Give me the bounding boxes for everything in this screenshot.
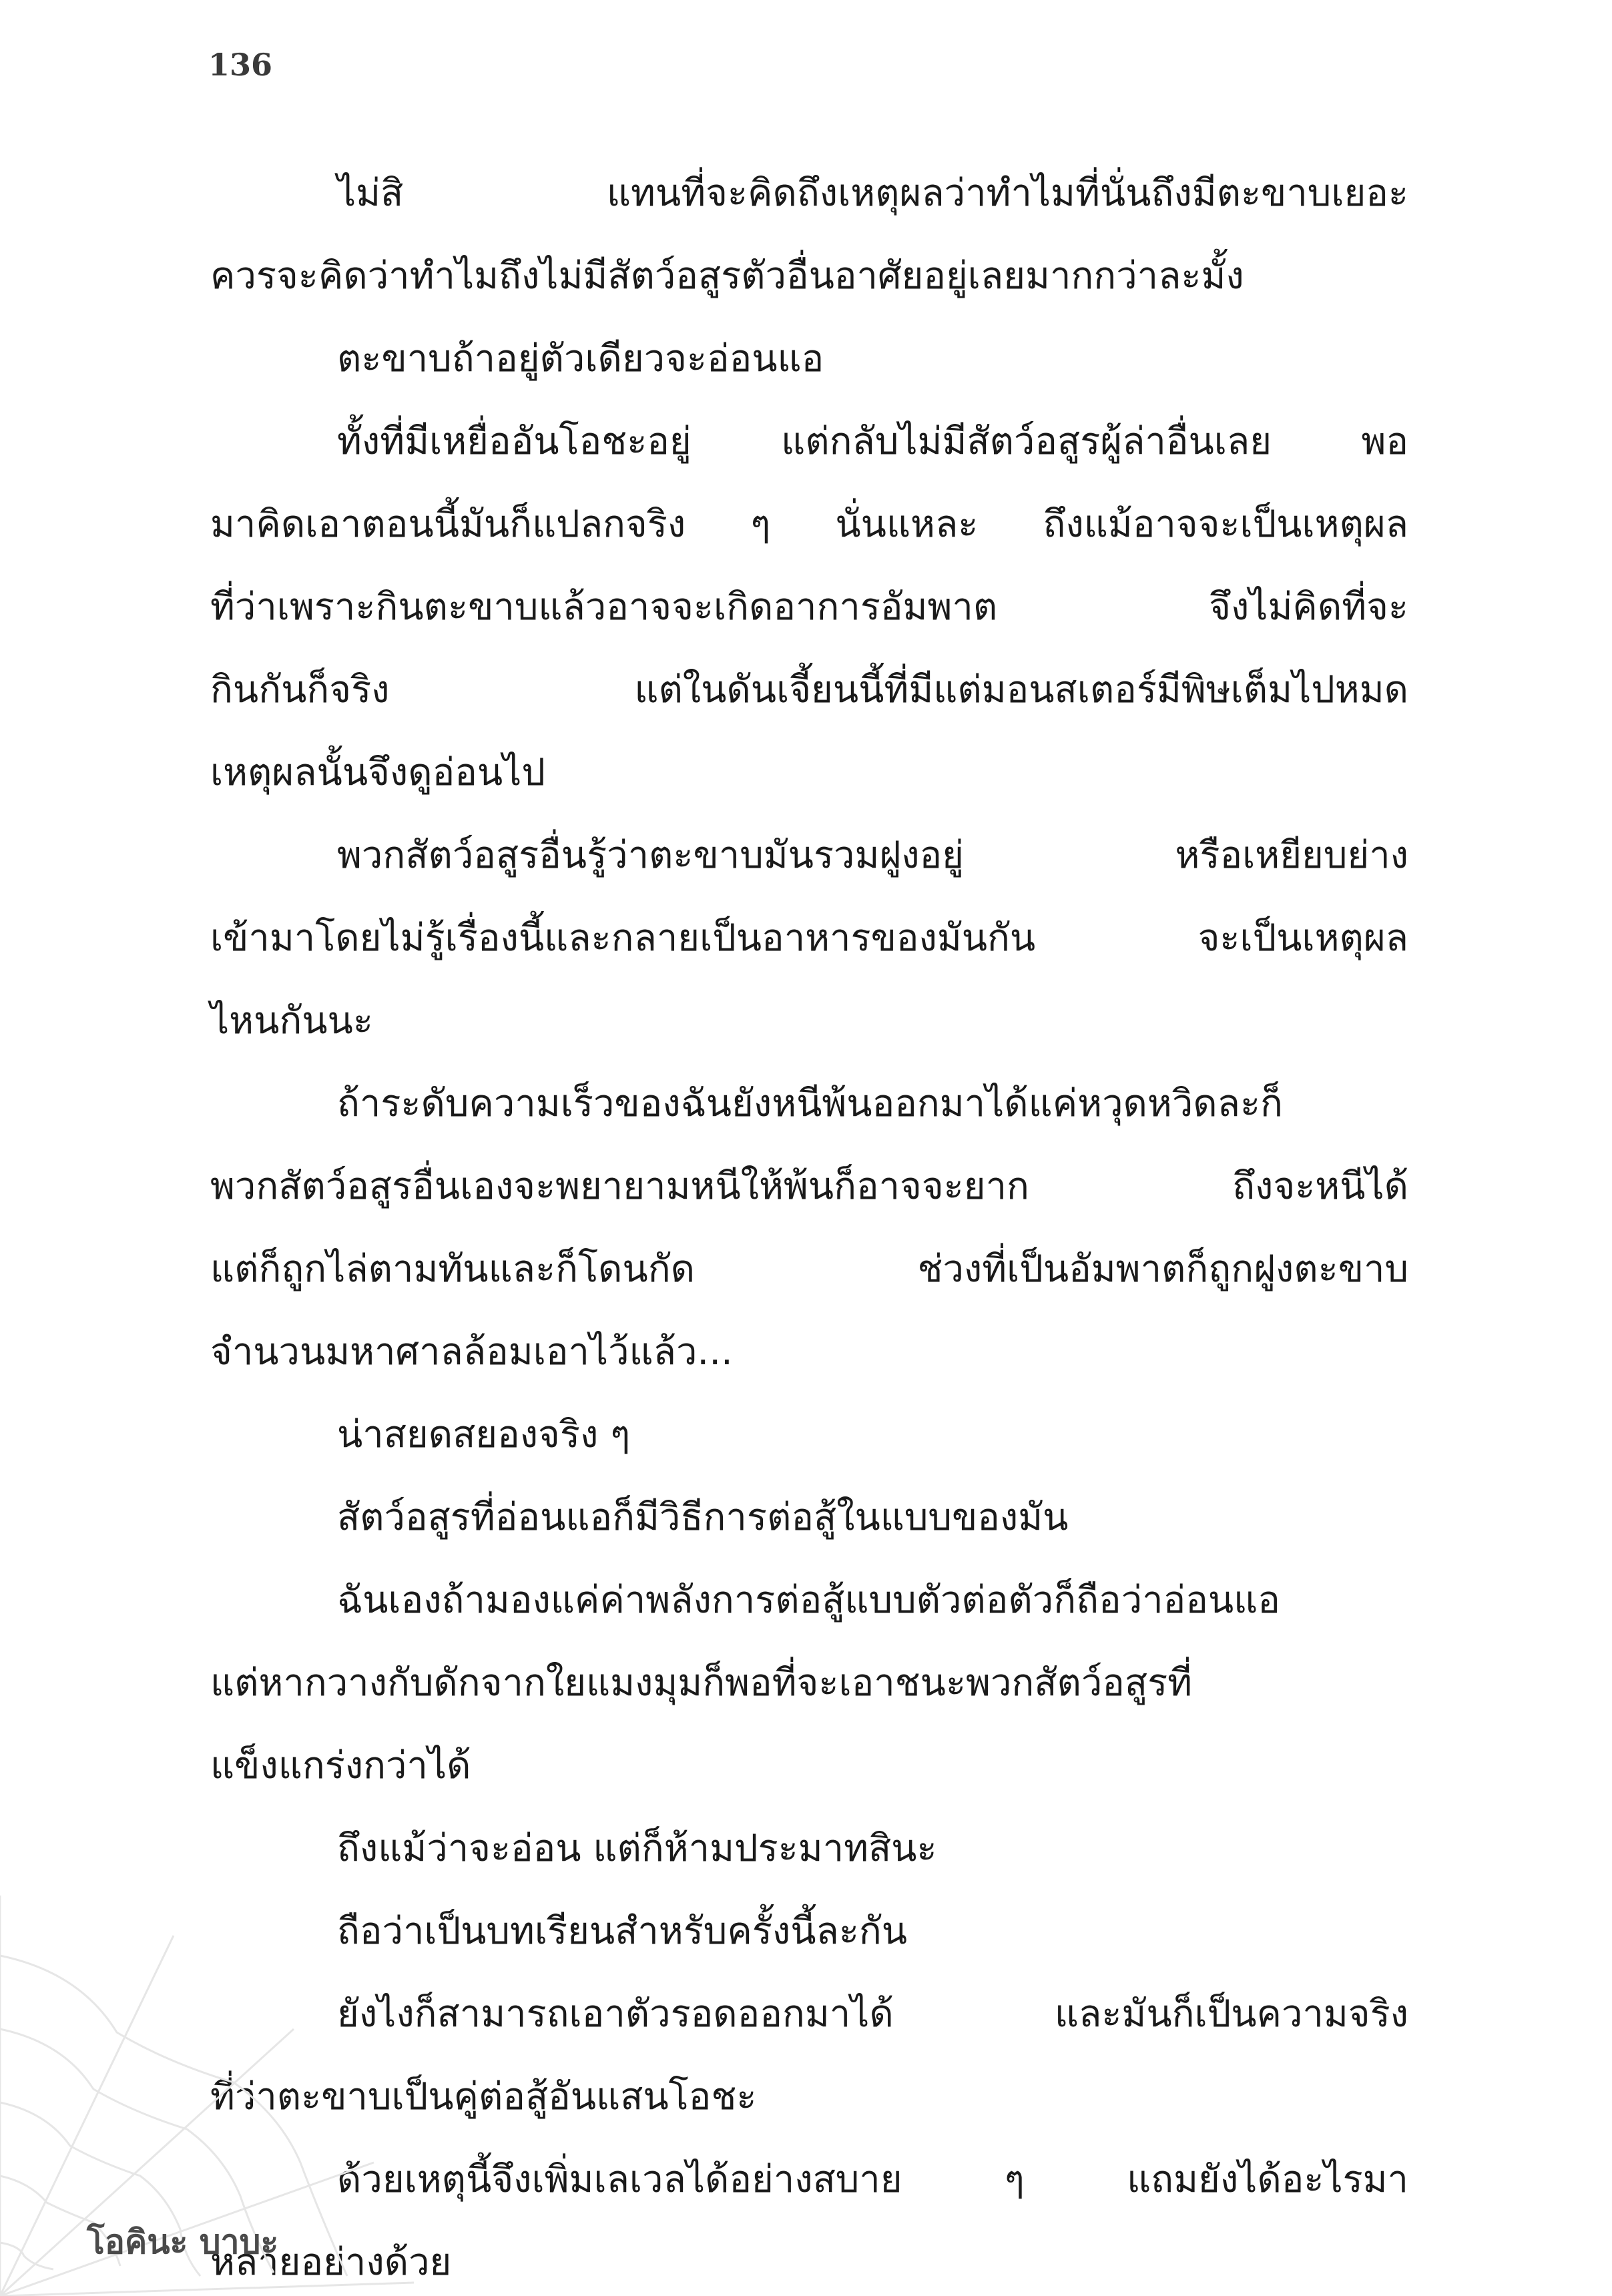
text-line: ถึงแม้ว่าจะอ่อน แต่ก็ห้ามประมาทสินะ bbox=[337, 1827, 937, 1870]
text-line: แข็งแกร่งกว่าได้ bbox=[210, 1744, 471, 1787]
text-line: ถ้าระดับความเร็วของฉันยังหนีพ้นออกมาได้แค่หวุดหวิดละก็ bbox=[337, 1082, 1283, 1125]
text-line: ยังไงก็สามารถเอาตัวรอดออกมาได้ และมันก็เป็นความจริง bbox=[337, 1992, 1408, 2036]
text-line: หลายอย่างด้วย bbox=[210, 2241, 452, 2284]
text-line: เหตุผลนั้นจึงดูอ่อนไป bbox=[210, 751, 545, 794]
text-line: แต่ก็ถูกไล่ตามทันและก็โดนกัด ช่วงที่เป็นอัมพาตก็ถูกฝูงตะขาบ bbox=[210, 1247, 1408, 1291]
text-line: ไม่สิ แทนที่จะคิดถึงเหตุผลว่าทำไมที่นั่นถึงมีตะขาบเยอะ bbox=[337, 172, 1408, 215]
text-line: แต่หากวางกับดักจากใยแมงมุมก็พอที่จะเอาชนะพวกสัตว์อสูรที่ bbox=[210, 1661, 1193, 1705]
text-line: ไหนกันนะ bbox=[210, 999, 373, 1043]
text-line: พวกสัตว์อสูรอื่นเองจะพยายามหนีให้พ้นก็อาจจะยาก ถึงจะหนีได้ bbox=[210, 1165, 1408, 1208]
text-line: ถือว่าเป็นบทเรียนสำหรับครั้งนี้ละกัน bbox=[337, 1910, 908, 1953]
text-line: ที่ว่าตะขาบเป็นคู่ต่อสู้อันแสนโอชะ bbox=[210, 2075, 757, 2118]
text-line: พวกสัตว์อสูรอื่นรู้ว่าตะขาบมันรวมฝูงอยู่ หรือเหยียบย่าง bbox=[337, 834, 1408, 877]
book-title-footer: โอคินะ บาบะ bbox=[87, 2223, 279, 2261]
page-number: 136 bbox=[208, 47, 273, 83]
text-line: สัตว์อสูรที่อ่อนแอก็มีวิธีการต่อสู้ในแบบของมัน bbox=[337, 1496, 1069, 1539]
text-line: เข้ามาโดยไม่รู้เรื่องนี้และกลายเป็นอาหารของมันกัน จะเป็นเหตุผล bbox=[210, 916, 1408, 960]
text-line: ทั้งที่มีเหยื่ออันโอชะอยู่ แต่กลับไม่มีสัตว์อสูรผู้ล่าอื่นเลย พอ bbox=[337, 420, 1408, 463]
text-line: กินกันก็จริง แต่ในดันเจี้ยนนี้ที่มีแต่มอนสเตอร์มีพิษเต็มไปหมด bbox=[210, 668, 1408, 711]
text-line: ฉันเองถ้ามองแค่ค่าพลังการต่อสู้แบบตัวต่อตัวก็ถือว่าอ่อนแอ bbox=[337, 1579, 1280, 1622]
text-line: ด้วยเหตุนี้จึงเพิ่มเลเวลได้อย่างสบาย ๆ แถมยังได้อะไรมา bbox=[337, 2158, 1408, 2201]
text-line: ที่ว่าเพราะกินตะขาบแล้วอาจจะเกิดอาการอัมพาต จึงไม่คิดที่จะ bbox=[210, 585, 1408, 629]
text-line: น่าสยดสยองจริง ๆ bbox=[337, 1413, 631, 1456]
text-line: ควรจะคิดว่าทำไมถึงไม่มีสัตว์อสูรตัวอื่นอาศัยอยู่เลยมากกว่าละมั้ง bbox=[210, 254, 1244, 298]
text-line: มาคิดเอาตอนนี้มันก็แปลกจริง ๆ นั่นแหละ ถึงแม้อาจจะเป็นเหตุผล bbox=[210, 503, 1408, 546]
text-line: จำนวนมหาศาลล้อมเอาไว้แล้ว... bbox=[210, 1330, 733, 1374]
text-line: ตะขาบถ้าอยู่ตัวเดียวจะอ่อนแอ bbox=[337, 337, 824, 380]
